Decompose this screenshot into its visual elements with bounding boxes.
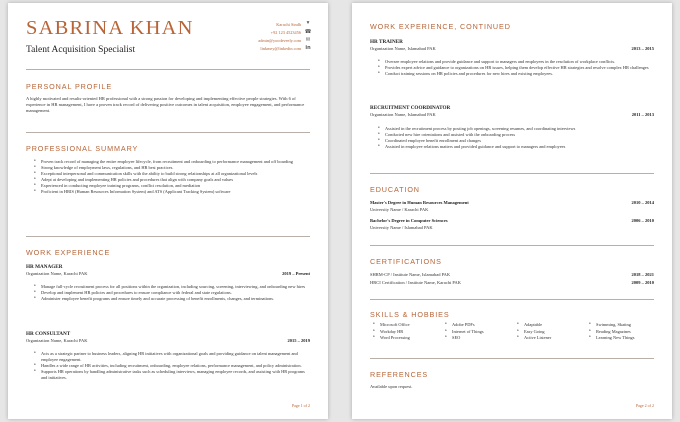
section-heading-references: REFERENCES [370, 370, 429, 379]
location-pin-icon: ▾ [306, 20, 310, 27]
contact-location: Karachi Sindh ▾ [192, 20, 312, 28]
skills-grid [370, 322, 654, 341]
summary-list [26, 159, 306, 196]
job-org-row [370, 46, 654, 51]
job-org: Organization Name, Karachi PAK [26, 338, 88, 343]
list-item: • Proficient in HRIS (Human Resources Information System) and ATS (Applicant Tracking System) software [26, 189, 306, 195]
job-dates: 2011 – 2013 [631, 112, 654, 117]
resume-page-2 [352, 3, 672, 419]
job-org: Organization Name, Islamabad PAK [370, 46, 436, 51]
list-item: • Provides expert advice and guidance to organizations on HR issues, helping them develop effective HR strategies and resolve complex HR challenges [370, 65, 650, 71]
section-heading-summary: PROFESSIONAL SUMMARY [26, 144, 139, 153]
section-heading-work-continued: WORK EXPERIENCE, CONTINUED [370, 22, 511, 31]
section-heading-profile: PERSONAL PROFILE [26, 82, 113, 91]
list-item: • Handles a wide range of HR activities, including recruitment, onboarding, employee relations, performance management, and policy administration. [26, 363, 306, 369]
certification-name: SHRM-CP / Institute Name, Islamabad PAK [370, 272, 451, 277]
job-duties [26, 351, 306, 381]
skill-item: • Adobe PDFs [442, 322, 514, 327]
divider [370, 299, 654, 300]
certification-name: HRCI Certification / Institute Name, Karachi PAK [370, 280, 461, 285]
skill-item: • Microsoft Office [370, 322, 442, 327]
section-heading-skills: SKILLS & HOBBIES [370, 310, 450, 319]
list-item: • Coordinated employee benefit enrollment and changes [370, 138, 650, 144]
list-item: • Conduct training sessions on HR policies and procedures for new hires and existing employees. [370, 71, 650, 77]
section-heading-education: EDUCATION [370, 185, 420, 194]
skill-item: • SEO [442, 335, 514, 340]
divider [370, 358, 654, 359]
certification-row [370, 272, 654, 277]
education-row [370, 218, 654, 223]
skill-item: • Reading Magazines [586, 329, 654, 334]
list-item: • Experienced in conducting employee training programs, conflict resolution, and mediation [26, 183, 306, 189]
job-title: HR TRAINER [370, 39, 403, 45]
list-item: • Conducted new hire orientations and assisted with the onboarding process [370, 132, 650, 138]
email-icon: ✉ [305, 36, 311, 43]
skill-item: • Word Processing [370, 335, 442, 340]
certification-row [370, 280, 654, 285]
job-dates: 2015 – 2019 [287, 338, 310, 343]
list-item: • Develop and implement HR policies and procedures to ensure compliance with federal and state regulations. [26, 290, 306, 296]
skill-item: • Active Listener [514, 335, 586, 340]
contact-phone: +92 123 4523456 ☎ [270, 28, 312, 35]
page-number: Page 1 of 2 [291, 403, 310, 408]
divider [26, 132, 310, 133]
list-item: • Manage full-cycle recruitment process for all positions within the organization, including sourcing, screening, interviewing, and onboarding new hires [26, 284, 306, 290]
certification-dates: 2009 – 2010 [631, 280, 654, 285]
degree-school: University Name / Islamabad PAK [370, 225, 433, 230]
list-item: • Oversee employee relations and provide guidance and support to managers and employees in the resolution of workplace conflicts. [370, 59, 650, 65]
candidate-name: SABRINA KHAN [26, 17, 194, 39]
divider [370, 173, 654, 174]
list-item: • Assisted in employee relations matters and provided guidance and support to managers and employees [370, 144, 650, 150]
contact-block [192, 20, 312, 53]
list-item: • Administer employee benefit programs and ensure timely and accurate processing of benefit enrollments, changes, and terminations. [26, 296, 306, 302]
references-text: Available upon request. [370, 384, 413, 389]
list-item: • Exceptional interpersonal and communication skills with the ability to build strong relationships at all organizational levels [26, 171, 306, 177]
list-item: • Adept at developing and implementing HR policies and procedures that align with company goals and values [26, 177, 306, 183]
education-school-row [370, 207, 654, 212]
candidate-role: Talent Acquisition Specialist [26, 45, 136, 55]
resume-page-1 [8, 3, 328, 419]
skill-item: • Adaptable [514, 322, 586, 327]
job-duties [26, 284, 306, 302]
job-duties [370, 59, 650, 77]
section-heading-work: WORK EXPERIENCE [26, 248, 111, 257]
job-org-row [370, 112, 654, 117]
contact-email[interactable]: admin@yoodeveely.com ✉ [258, 36, 311, 43]
list-item: • Strong knowledge of employment laws, regulations, and HR best practices. [26, 165, 306, 171]
skill-item: • Easy Going [514, 329, 586, 334]
contact-linkedin[interactable]: linkmey@linkedin.com in [260, 45, 311, 52]
job-title: RECRUITMENT COORDINATOR [370, 105, 451, 111]
degree-dates: 2006 – 2010 [631, 218, 654, 223]
divider [26, 69, 310, 70]
degree-title: Master's Degree in Human Resources Management [370, 200, 469, 205]
skill-item: • Learning New Things [586, 335, 654, 340]
linkedin-icon: in [305, 45, 311, 52]
divider [370, 245, 654, 246]
phone-icon: ☎ [304, 28, 312, 35]
job-dates: 2019 – Present [282, 271, 310, 276]
degree-dates: 2010 – 2014 [631, 200, 654, 205]
education-school-row [370, 225, 654, 230]
certification-dates: 2018 – 2021 [631, 272, 654, 277]
skill-item: • Swimming, Skating [586, 322, 654, 327]
profile-text: A highly motivated and results-oriented HR professional with a strong passion for developing and implementing effective people strategies. With 6 of experience in HR management, I have a proven track record of delivering positive outcomes in talent acquisition, employee engagement, and performance management. [26, 96, 305, 114]
skill-item: • Workday HR [370, 329, 442, 334]
job-org: Organization Name, Islamabad PAK [370, 112, 436, 117]
divider [26, 236, 310, 237]
list-item: • Assisted in the recruitment process by posting job openings, screening resumes, and coordinating interviews [370, 126, 650, 132]
degree-school: University Name / Karachi PAK [370, 207, 429, 212]
degree-title: Bachelor's Degree in Computer Sciences [370, 218, 448, 223]
list-item: • Acts as a strategic partner to business leaders, aligning HR initiatives with organizational goals and providing guidance on talent management and employee engagement. [26, 351, 306, 363]
job-dates: 2013 – 2015 [631, 46, 654, 51]
list-item: • Proven track record of managing the entire employee lifecycle, from recruitment and onboarding to performance management and off boarding [26, 159, 306, 165]
skill-item: • Internet of Things [442, 329, 514, 334]
education-row [370, 200, 654, 205]
list-item: • Supports HR operations by handling administrative tasks such as scheduling interviews, managing employee records, and assisting with HR programs and initiatives. [26, 369, 306, 381]
section-heading-certifications: CERTIFICATIONS [370, 257, 442, 266]
job-title: HR MANAGER [26, 264, 63, 270]
job-org-row [26, 338, 310, 343]
job-org: Organization Name, Karachi PAK [26, 271, 88, 276]
job-org-row [26, 271, 310, 276]
job-duties [370, 126, 650, 150]
job-title: HR CONSULTANT [26, 331, 71, 337]
page-number: Page 2 of 2 [635, 403, 654, 408]
